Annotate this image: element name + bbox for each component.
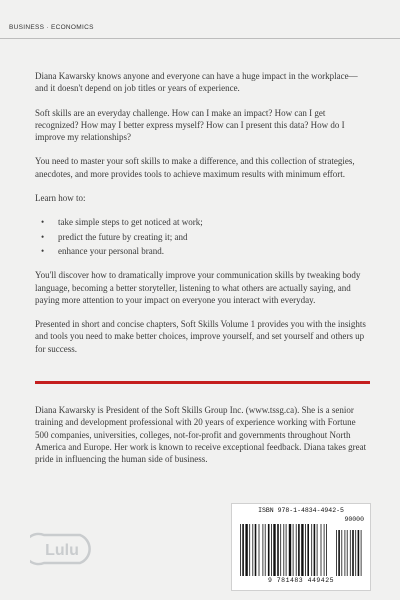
learn-list [35, 216, 370, 257]
description-paragraph: Diana Kawarsky knows anyone and everyone can have a huge impact in the workplace—and it doesn't depend on job titles or years of experience. [35, 71, 358, 94]
isbn-digits: 9 781483 449425 [267, 577, 334, 584]
description-paragraph: Presented in short and concise chapters, Soft Skills Volume 1 provides you with the insights and tools you need to make better choices, improve yourself, and set yourself and others up for success. [35, 319, 366, 354]
isbn-barcode [231, 503, 371, 591]
book-description [35, 70, 370, 367]
author-bio-text: Diana Kawarsky is President of the Soft Skills Group Inc. (www.tssg.ca). She is a senior training and development professional with 20 years of experience working with Fortune 500 companies, universities, colleges, not-for-profit and governments throughout North America and Europe. Her work is known to receive exceptional feedback. Diana takes great pride in influencing the human side of business. [35, 405, 367, 465]
isbn-label: ISBN 978-1-4834-4942-5 [258, 507, 344, 514]
learn-intro: Learn how to: [35, 193, 86, 204]
price-code: 90000 [344, 516, 364, 523]
description-paragraph: You need to master your soft skills to make a difference, and this collection of strategies, anecdotes, and more provides tools to achieve maximum results with minimum effort. [35, 156, 355, 179]
learn-list-item: • predict the future by creating it; and [35, 231, 370, 243]
description-paragraph: You'll discover how to dramatically improve your communication skills by tweaking body language, becoming a better storyteller, listening to what others are actually saying, and paying more attention to your impact on everyone you interact with everyday. [35, 270, 361, 305]
author-bio [35, 404, 370, 465]
learn-list-item: • enhance your personal brand. [35, 245, 370, 257]
category-label: BUSINESS · ECONOMICS [9, 24, 94, 31]
learn-list-item: • take simple steps to get noticed at work; [35, 216, 370, 228]
top-divider [0, 38, 400, 39]
barcode-bars [238, 524, 364, 576]
lulu-logo-mark [30, 532, 92, 566]
lulu-logo [30, 532, 92, 566]
red-divider [35, 381, 370, 384]
description-paragraph: Soft skills are an everyday challenge. How can I make an impact? How can I get recognized? How may I better express myself? How can I present this data? How do I improve my relationships? [35, 107, 345, 143]
svg-text:Lulu: Lulu [45, 542, 79, 559]
